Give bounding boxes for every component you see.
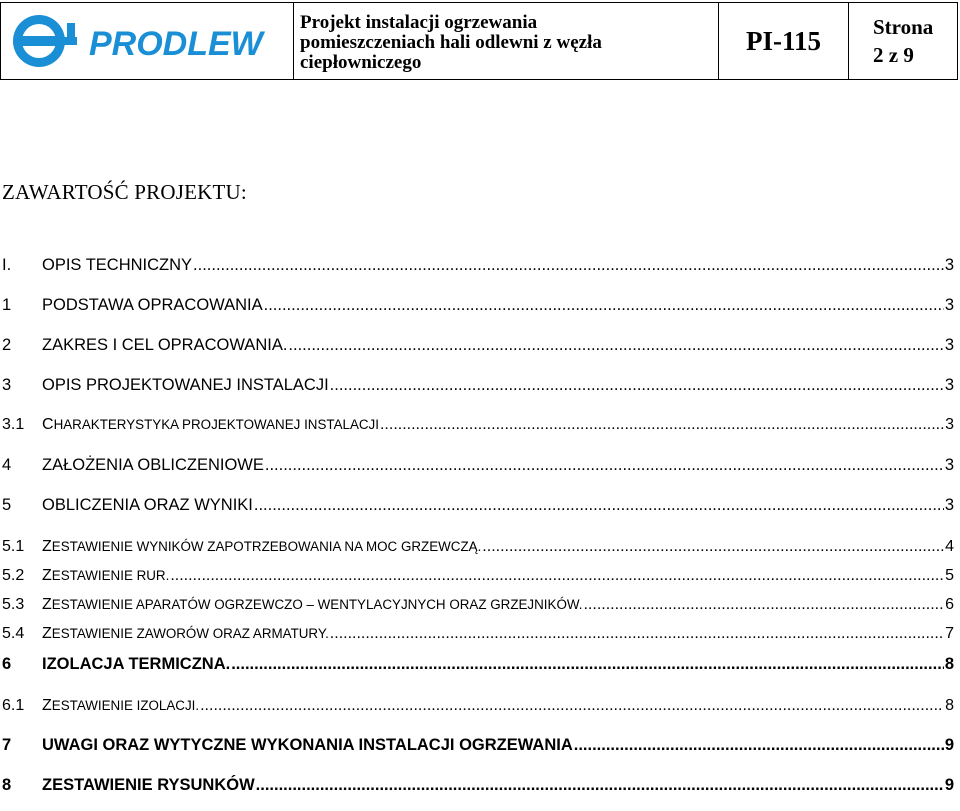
page-indicator [849, 3, 957, 79]
toc-entry[interactable] [2, 456, 954, 475]
toc-page: 5 [945, 567, 954, 584]
title-line: pomieszczeniach hali odlewni z węzła [300, 32, 602, 53]
toc-text: IZOLACJA TERMICZNA. [42, 655, 231, 673]
toc-number: 5.4 [2, 625, 25, 642]
prodlew-logo [7, 11, 287, 71]
toc-entry[interactable] [2, 567, 954, 585]
toc-number: 6.1 [2, 697, 25, 714]
logo-text: PRODLEW [89, 25, 263, 63]
toc-page: 6 [945, 596, 954, 613]
document-header [0, 2, 958, 80]
toc-page: 3 [945, 416, 954, 433]
document-code: PI-115 [719, 3, 849, 79]
toc-entry[interactable] [2, 538, 954, 556]
toc-text: ZESTAWIENIE RUR. [42, 567, 170, 584]
toc-text: ZESTAWIENIE APARATÓW OGRZEWCZO – WENTYLACYJNYCH ORAZ GRZEJNIKÓW. [42, 596, 583, 613]
toc-number: 6 [2, 655, 12, 673]
toc-page: 3 [944, 376, 954, 394]
toc-text: ZESTAWIENIE IZOLACJI. [42, 697, 200, 714]
toc-leader [265, 456, 944, 475]
toc-page: 4 [945, 538, 954, 555]
toc-leader [330, 376, 944, 395]
toc-number: 4 [2, 456, 12, 474]
toc-number: 3 [2, 376, 12, 394]
toc-entry[interactable] [2, 625, 954, 643]
toc-leader [330, 625, 944, 643]
toc-entry[interactable] [2, 376, 954, 395]
toc-number: 2 [2, 336, 12, 354]
toc-entry[interactable] [2, 336, 954, 355]
toc-number: 5 [2, 496, 12, 514]
project-title [294, 3, 719, 79]
toc-text: PODSTAWA OPRACOWANIA [42, 296, 263, 314]
toc-text: OBLICZENIA ORAZ WYNIKI [42, 496, 253, 514]
title-line: ciepłowniczego [300, 52, 422, 73]
toc-text: ZAŁOŻENIA OBLICZENIOWE [42, 456, 264, 474]
toc-leader [256, 776, 944, 795]
toc-number: 5.3 [2, 596, 25, 613]
toc-page: 7 [945, 625, 954, 642]
toc-page: 3 [944, 336, 954, 354]
toc-entry[interactable] [2, 416, 954, 434]
toc-text: CHARAKTERYSTYKA PROJEKTOWANEJ INSTALACJI [42, 416, 379, 433]
toc-page: 8 [944, 655, 954, 673]
toc-number: 8 [2, 776, 12, 794]
toc-leader [583, 596, 944, 614]
toc-leader [264, 296, 944, 315]
toc-entry[interactable] [2, 655, 954, 674]
title-line: Projekt instalacji ogrzewania [300, 12, 538, 33]
logo-cell [1, 3, 294, 79]
toc-text: ZAKRES I CEL OPRACOWANIA. [42, 336, 288, 354]
toc-entry[interactable] [2, 736, 954, 755]
toc-page: 3 [944, 496, 954, 514]
toc-leader [288, 336, 943, 355]
toc-text: ZESTAWIENIE RYSUNKÓW [42, 776, 255, 794]
toc-text: OPIS TECHNICZNY [42, 256, 193, 274]
toc-number: 5.1 [2, 538, 25, 555]
toc-number: 3.1 [2, 416, 25, 433]
toc-leader [193, 256, 944, 275]
toc-page: 3 [944, 456, 954, 474]
toc-page: 8 [945, 697, 954, 714]
toc-leader [200, 697, 944, 715]
toc-text: UWAGI ORAZ WYTYCZNE WYKONANIA INSTALACJI OGRZEWANIA [42, 736, 573, 754]
toc-page: 3 [944, 256, 954, 274]
toc-leader [482, 538, 944, 556]
toc-entry[interactable] [2, 776, 954, 795]
toc-leader [231, 655, 944, 674]
toc-page: 3 [944, 296, 954, 314]
page-label: Strona [873, 15, 934, 39]
toc-entry[interactable] [2, 296, 954, 315]
toc-text: ZESTAWIENIE WYNIKÓW ZAPOTRZEBOWANIA NA MOC GRZEWCZĄ. [42, 538, 482, 555]
toc-entry[interactable] [2, 256, 954, 275]
toc-entry[interactable] [2, 596, 954, 614]
toc-number: 7 [2, 736, 12, 754]
toc-entry[interactable] [2, 496, 954, 515]
toc-leader [380, 416, 944, 434]
toc-number: I. [2, 256, 12, 274]
toc-entry[interactable] [2, 697, 954, 715]
toc-text: OPIS PROJEKTOWANEJ INSTALACJI [42, 376, 329, 394]
toc-leader [574, 736, 944, 755]
page-number: 2 z 9 [873, 43, 914, 67]
toc-number: 1 [2, 296, 12, 314]
toc-page: 9 [944, 776, 954, 794]
toc-number: 5.2 [2, 567, 25, 584]
toc-heading: ZAWARTOŚĆ PROJEKTU: [2, 180, 247, 204]
toc-leader [170, 567, 944, 585]
toc-page: 9 [944, 736, 954, 754]
toc-leader [254, 496, 944, 515]
toc-text: ZESTAWIENIE ZAWORÓW ORAZ ARMATURY. [42, 625, 329, 642]
